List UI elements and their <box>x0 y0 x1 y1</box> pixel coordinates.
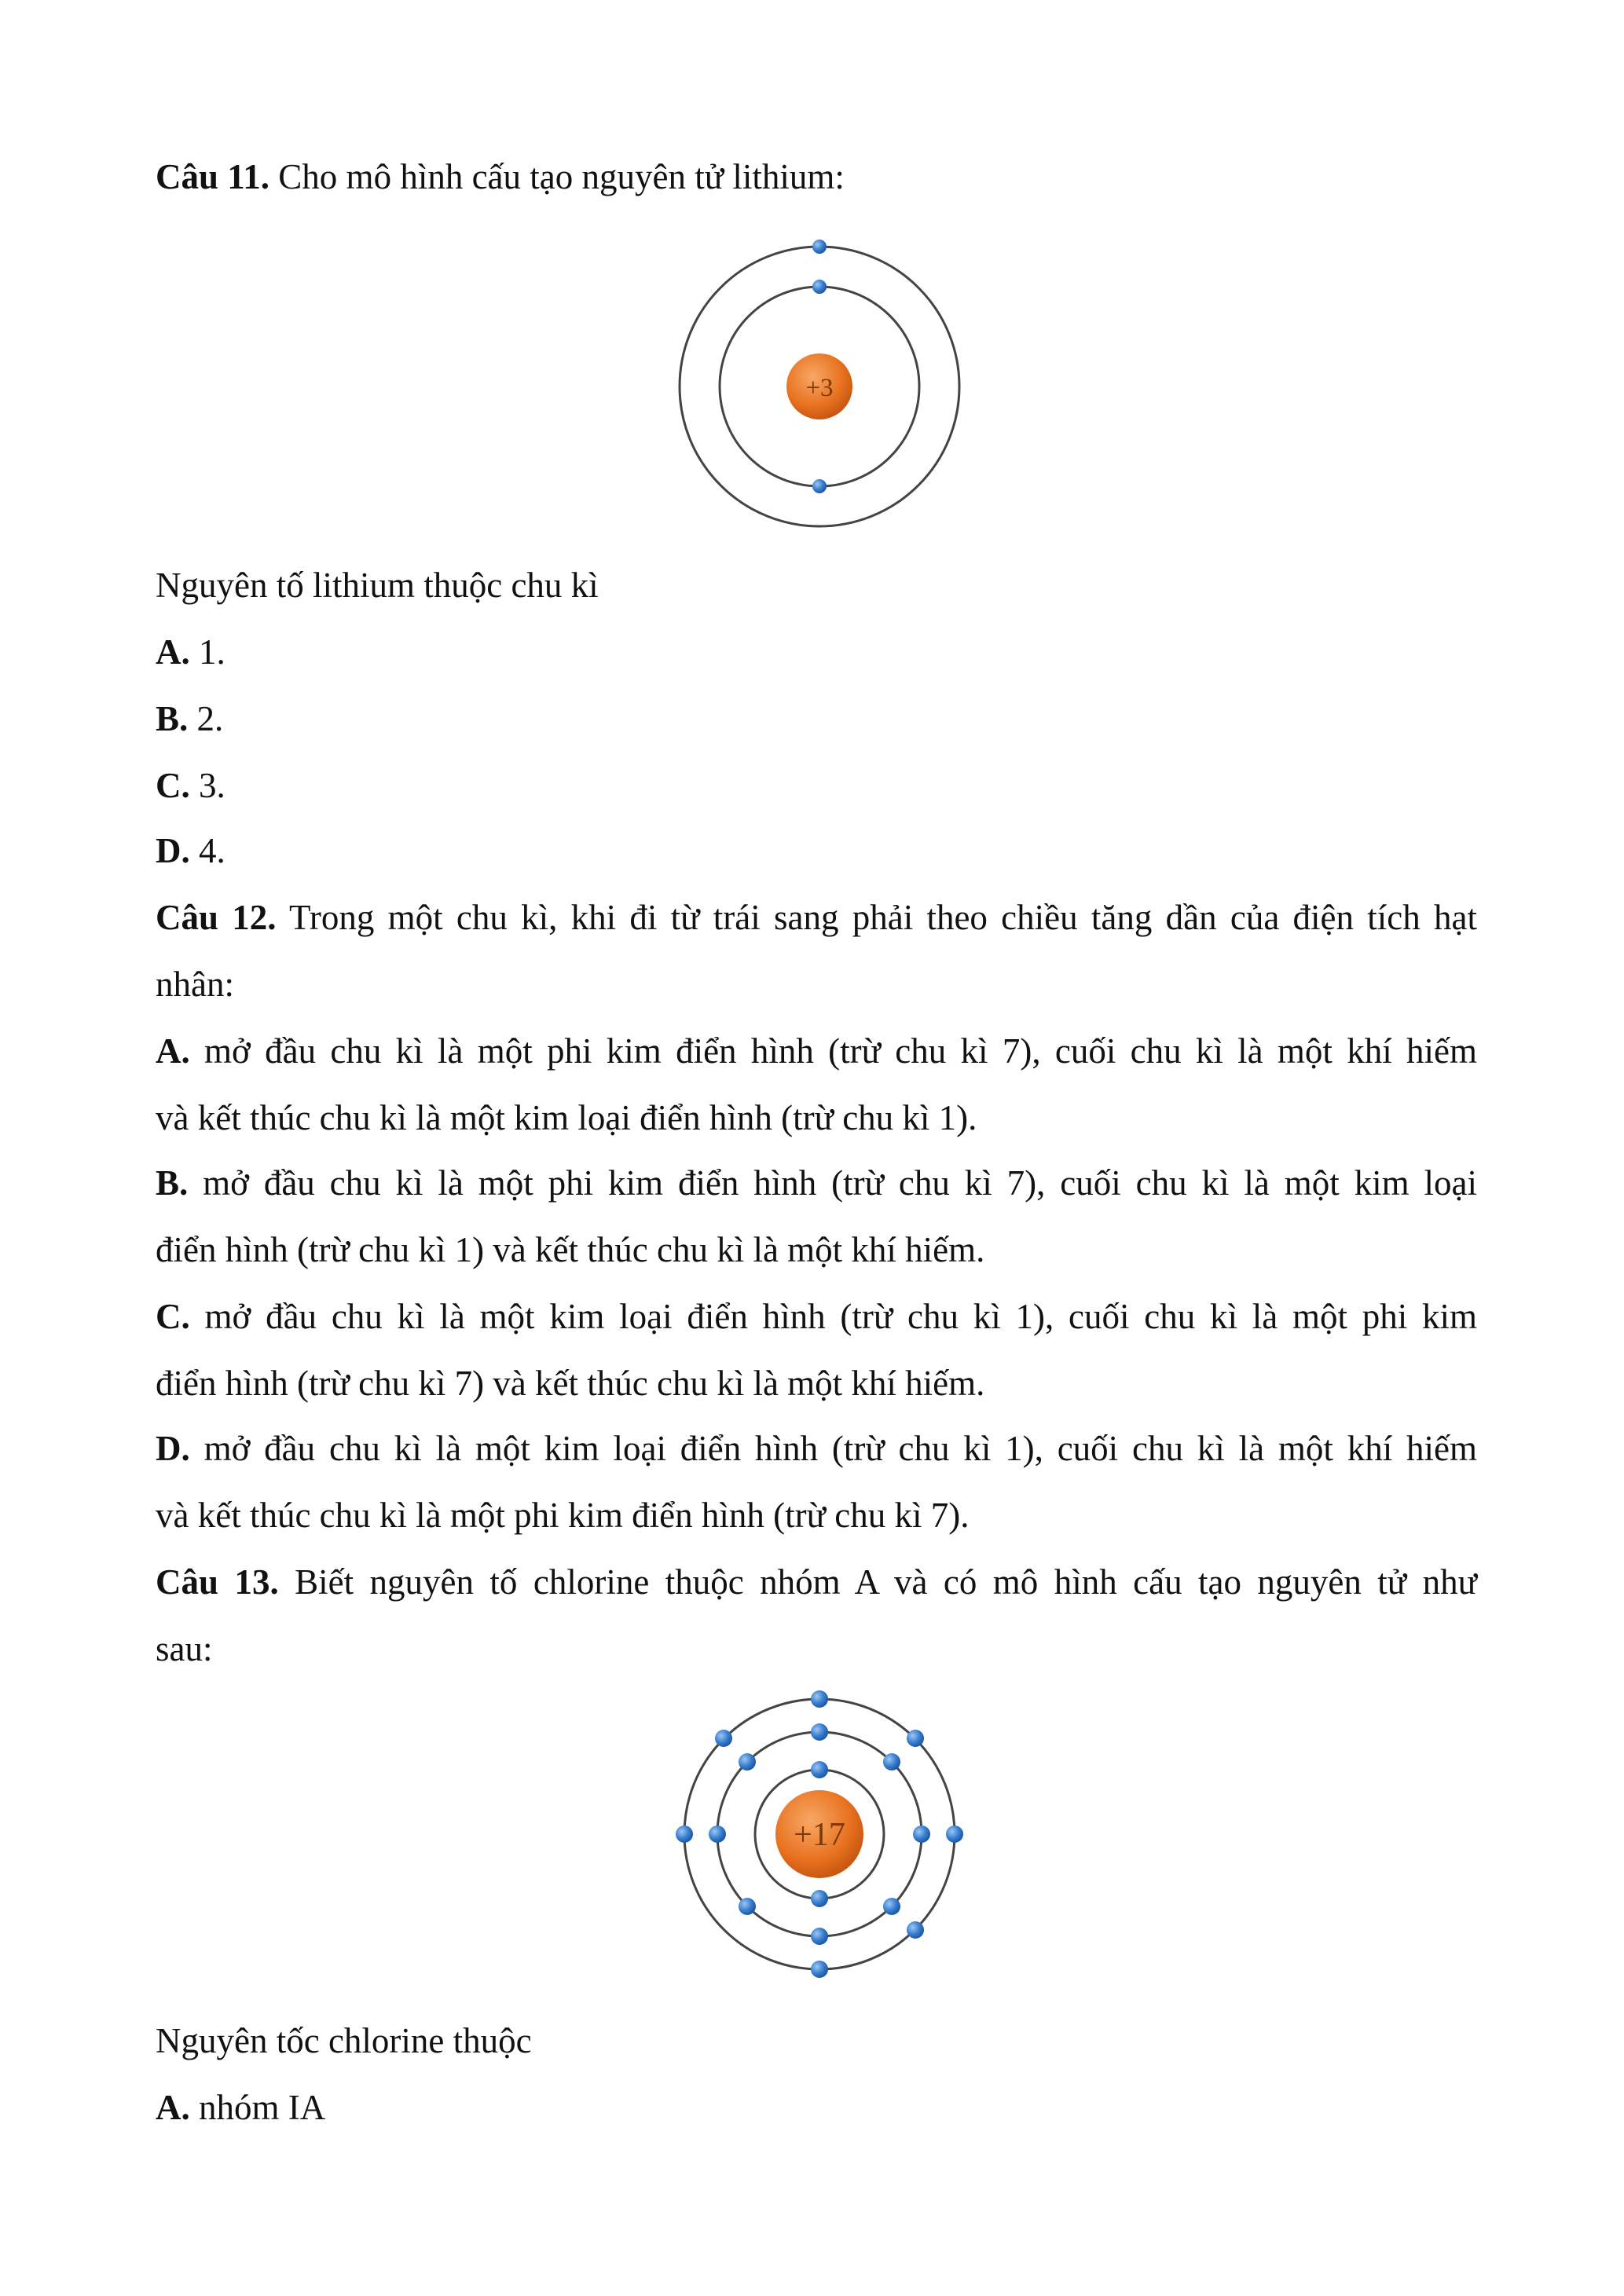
q12-option-b-cont: điển hình (trừ chu kì 1) và kết thúc chu kì là một khí hiếm. <box>156 1230 985 1269</box>
electron <box>913 1825 930 1843</box>
q12-option-a: A. mở đầu chu kì là một phi kim điển hình (trừ chu kì 7), cuối chu kì là một khí hiếm <box>156 1031 1477 1071</box>
electron <box>715 1730 732 1747</box>
electron <box>811 1690 828 1708</box>
q12-option-d: D. mở đầu chu kì là một kim loại điển hình (trừ chu kì 1), cuối chu kì là một khí hiếm <box>156 1429 1477 1468</box>
electron <box>709 1825 726 1843</box>
q12-option-d-cont: và kết thúc chu kì là một phi kim điển hình (trừ chu kì 7). <box>156 1496 970 1535</box>
electron <box>883 1898 900 1915</box>
electron <box>883 1753 900 1771</box>
nucleus-label: +17 <box>794 1817 845 1853</box>
electron <box>739 1898 756 1915</box>
q11-option-d: D. 4. <box>156 831 225 870</box>
nucleus-label: +3 <box>805 374 834 402</box>
q11-option-c: C. 3. <box>156 766 225 805</box>
electron <box>812 479 827 493</box>
q12-heading-cont: nhân: <box>156 965 234 1004</box>
q12-option-b: B. mở đầu chu kì là một phi kim điển hình (trừ chu kì 7), cuối chu kì là một kim loại <box>156 1163 1477 1203</box>
lithium-atom-diagram <box>658 232 981 554</box>
electron <box>812 240 827 254</box>
q11-option-b: B. 2. <box>156 699 224 738</box>
chlorine-atom-diagram <box>662 1689 977 1987</box>
q13-label: Câu 13. <box>156 1562 279 1602</box>
electron <box>676 1825 693 1843</box>
q12-heading: Câu 12. Trong một chu kì, khi đi từ trái sang phải theo chiều tăng dần của điện tích hạt <box>156 898 1477 937</box>
q12-option-c-cont: điển hình (trừ chu kì 7) và kết thúc chu kì là một khí hiếm. <box>156 1364 985 1403</box>
q11-heading <box>156 153 1477 200</box>
q11-option-a: A. 1. <box>156 632 225 672</box>
q13-option-a: A. nhóm IA <box>156 2088 326 2127</box>
q13-question: Nguyên tốc chlorine thuộc <box>156 2021 532 2060</box>
electron <box>811 1961 828 1978</box>
q11-label: Câu 11. <box>156 157 270 196</box>
q13-heading-cont: sau: <box>156 1629 213 1668</box>
q11-text: Cho mô hình cấu tạo nguyên tử lithium: <box>269 157 845 196</box>
electron <box>811 1761 828 1778</box>
q12-option-c: C. mở đầu chu kì là một kim loại điển hình (trừ chu kì 1), cuối chu kì là một phi kim <box>156 1297 1477 1336</box>
electron <box>907 1730 924 1747</box>
electron <box>812 280 827 294</box>
q11-question: Nguyên tố lithium thuộc chu kì <box>156 566 599 605</box>
q12-option-a-cont: và kết thúc chu kì là một kim loại điển hình (trừ chu kì 1). <box>156 1098 977 1137</box>
electron <box>811 1890 828 1907</box>
q12-label: Câu 12. <box>156 898 277 937</box>
electron <box>811 1723 828 1741</box>
electron <box>739 1753 756 1771</box>
electron <box>811 1928 828 1945</box>
q13-heading: Câu 13. Biết nguyên tố chlorine thuộc nhóm A và có mô hình cấu tạo nguyên tử như <box>156 1562 1477 1602</box>
electron <box>946 1825 963 1843</box>
electron <box>907 1921 924 1939</box>
